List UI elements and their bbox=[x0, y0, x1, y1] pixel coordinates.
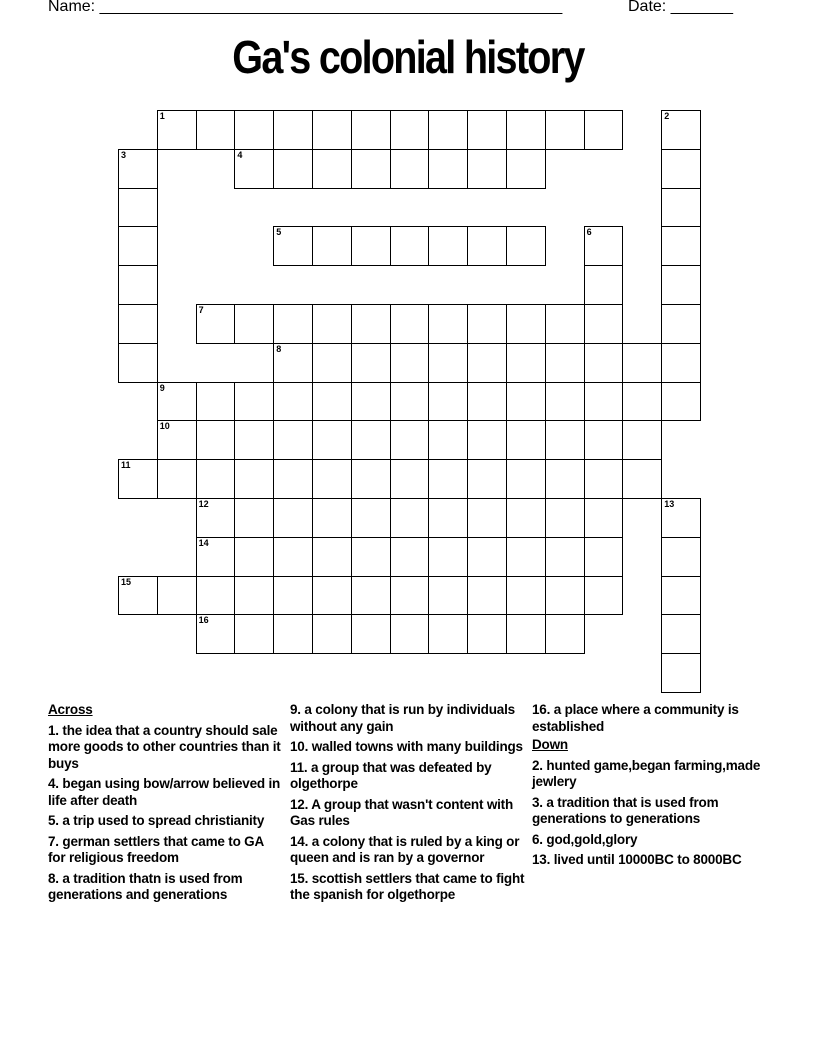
crossword-cell[interactable] bbox=[661, 304, 701, 344]
crossword-cell[interactable] bbox=[545, 304, 585, 344]
crossword-cell[interactable] bbox=[506, 420, 546, 460]
crossword-cell[interactable] bbox=[196, 614, 236, 654]
crossword-cell[interactable] bbox=[351, 420, 391, 460]
clue-number-label: 3 bbox=[121, 149, 127, 160]
crossword-cell[interactable] bbox=[661, 343, 701, 383]
crossword-cell[interactable] bbox=[118, 576, 158, 616]
clue-item bbox=[290, 834, 526, 867]
crossword-cell[interactable] bbox=[506, 110, 546, 150]
crossword-cell[interactable] bbox=[273, 459, 313, 499]
crossword-cell[interactable] bbox=[273, 343, 313, 383]
clue-item-text: a place where a community is established bbox=[532, 702, 739, 734]
clue-item bbox=[290, 871, 526, 904]
crossword-cell[interactable] bbox=[234, 537, 274, 577]
crossword-cell[interactable] bbox=[273, 537, 313, 577]
clue-item-number: 6. bbox=[532, 831, 543, 847]
crossword-cell[interactable] bbox=[506, 498, 546, 538]
crossword-cell[interactable] bbox=[467, 420, 507, 460]
clue-item bbox=[532, 702, 768, 735]
crossword-cell[interactable] bbox=[467, 382, 507, 422]
crossword-cell[interactable] bbox=[351, 343, 391, 383]
crossword-cell[interactable] bbox=[390, 226, 430, 266]
crossword-cell[interactable] bbox=[506, 149, 546, 189]
crossword-cell[interactable] bbox=[622, 420, 662, 460]
crossword-cell[interactable] bbox=[351, 498, 391, 538]
crossword-cell[interactable] bbox=[545, 420, 585, 460]
crossword-cell[interactable] bbox=[234, 576, 274, 616]
clue-number-label: 11 bbox=[121, 460, 131, 471]
clue-item-text: lived until 10000BC to 8000BC bbox=[550, 852, 742, 867]
crossword-cell[interactable] bbox=[661, 498, 701, 538]
clue-item-number: 5. bbox=[48, 813, 59, 828]
clue-item bbox=[48, 813, 284, 830]
clue-item-number: 2. bbox=[532, 757, 543, 773]
crossword-cell[interactable] bbox=[622, 343, 662, 383]
crossword-cell[interactable] bbox=[312, 382, 352, 422]
crossword-cell[interactable] bbox=[157, 576, 197, 616]
crossword-cell[interactable] bbox=[273, 382, 313, 422]
clue-number-label: 1 bbox=[159, 111, 165, 121]
crossword-cell[interactable] bbox=[428, 459, 468, 499]
crossword-cell[interactable] bbox=[584, 537, 624, 577]
clue-number-label: 10 bbox=[159, 421, 170, 432]
clue-item bbox=[48, 776, 284, 809]
crossword-cell[interactable] bbox=[312, 459, 352, 499]
crossword-cell[interactable] bbox=[157, 382, 197, 422]
clue-number-label: 6 bbox=[586, 227, 592, 238]
clue-number-label: 7 bbox=[198, 305, 204, 315]
crossword-cell[interactable] bbox=[312, 226, 352, 266]
date-field-label: Date: _______ bbox=[628, 0, 733, 15]
clue-item-text: god,gold,glory bbox=[542, 831, 638, 847]
crossword-cell[interactable] bbox=[234, 149, 274, 189]
clue-item-number: 14. bbox=[290, 833, 309, 849]
crossword-cell[interactable] bbox=[545, 614, 585, 654]
clue-item-number: 8. bbox=[48, 870, 59, 886]
crossword-cell[interactable] bbox=[584, 110, 624, 150]
crossword-cell[interactable] bbox=[234, 304, 274, 344]
crossword-cell[interactable] bbox=[118, 265, 158, 305]
crossword-cell[interactable] bbox=[506, 537, 546, 577]
crossword-cell[interactable] bbox=[118, 459, 158, 499]
clue-item-text: a colony that is run by individuals without any gain bbox=[290, 702, 515, 734]
crossword-cell[interactable] bbox=[661, 110, 701, 150]
crossword-cell[interactable] bbox=[584, 226, 624, 266]
clue-number-label: 9 bbox=[159, 382, 165, 393]
crossword-cell[interactable] bbox=[661, 576, 701, 616]
crossword-cell[interactable] bbox=[661, 614, 701, 654]
crossword-cell[interactable] bbox=[506, 304, 546, 344]
clue-item bbox=[290, 797, 526, 830]
crossword-cell[interactable] bbox=[506, 343, 546, 383]
clue-item-text: the idea that a country should sale more goods to other countries than it buys bbox=[48, 722, 281, 771]
crossword-cell[interactable] bbox=[390, 343, 430, 383]
crossword-cell[interactable] bbox=[312, 576, 352, 616]
crossword-cell[interactable] bbox=[584, 343, 624, 383]
crossword-cell[interactable] bbox=[428, 226, 468, 266]
crossword-cell[interactable] bbox=[390, 537, 430, 577]
crossword-cell[interactable] bbox=[506, 614, 546, 654]
clue-item-number: 7. bbox=[48, 833, 59, 849]
crossword-cell[interactable] bbox=[428, 498, 468, 538]
clue-number-label: 14 bbox=[198, 537, 209, 548]
clue-number-label: 4 bbox=[237, 149, 243, 160]
crossword-cell[interactable] bbox=[661, 149, 701, 189]
crossword-cell[interactable] bbox=[661, 653, 701, 693]
crossword-cell[interactable] bbox=[390, 420, 430, 460]
crossword-cell[interactable] bbox=[273, 576, 313, 616]
clue-item-number: 4. bbox=[48, 776, 59, 791]
down-heading: Down bbox=[532, 737, 568, 752]
crossword-cell[interactable] bbox=[351, 459, 391, 499]
crossword-cell[interactable] bbox=[467, 226, 507, 266]
clue-item-text: A group that wasn't content with Gas rules bbox=[290, 796, 514, 828]
clue-number-label: 15 bbox=[121, 576, 132, 587]
crossword-cell[interactable] bbox=[661, 265, 701, 305]
crossword-cell[interactable] bbox=[545, 498, 585, 538]
crossword-cell[interactable] bbox=[428, 382, 468, 422]
page-title: Ga's colonial history bbox=[232, 31, 584, 83]
crossword-cell[interactable] bbox=[545, 537, 585, 577]
crossword-cell[interactable] bbox=[390, 304, 430, 344]
clue-item-text: scottish settlers that came to fight the spanish for olgethorpe bbox=[290, 870, 525, 902]
crossword-cell[interactable] bbox=[390, 614, 430, 654]
clues-column-2 bbox=[290, 702, 526, 908]
crossword-cell[interactable] bbox=[351, 304, 391, 344]
clue-item-number: 9. bbox=[290, 702, 301, 717]
clue-item-number: 13. bbox=[532, 852, 551, 867]
crossword-cell[interactable] bbox=[428, 614, 468, 654]
crossword-cell[interactable] bbox=[234, 110, 274, 150]
crossword-cell[interactable] bbox=[428, 110, 468, 150]
crossword-cell[interactable] bbox=[467, 343, 507, 383]
crossword-cell[interactable] bbox=[234, 459, 274, 499]
crossword-cell[interactable] bbox=[196, 498, 236, 538]
crossword-cell[interactable] bbox=[390, 498, 430, 538]
clue-item-text: a group that was defeated by olgethorpe bbox=[290, 759, 492, 791]
crossword-cell[interactable] bbox=[351, 149, 391, 189]
crossword-cell[interactable] bbox=[118, 304, 158, 344]
crossword-cell[interactable] bbox=[118, 188, 158, 228]
crossword-cell[interactable] bbox=[584, 459, 624, 499]
crossword-cell[interactable] bbox=[584, 576, 624, 616]
clue-item-text: a tradition that is used from generations to generations bbox=[532, 794, 719, 826]
crossword-cell[interactable] bbox=[428, 576, 468, 616]
crossword-cell[interactable] bbox=[312, 304, 352, 344]
crossword-cell[interactable] bbox=[312, 537, 352, 577]
clue-item bbox=[290, 702, 526, 735]
name-field-label: Name: ____________________________________________________ bbox=[48, 0, 563, 15]
crossword-cell[interactable] bbox=[584, 382, 624, 422]
crossword-cell[interactable] bbox=[661, 188, 701, 228]
clue-item bbox=[532, 832, 768, 849]
across-clue-list-end bbox=[532, 702, 768, 735]
clue-number-label: 12 bbox=[198, 499, 209, 509]
crossword-cell[interactable] bbox=[351, 576, 391, 616]
crossword-cell[interactable] bbox=[428, 304, 468, 344]
crossword-cell[interactable] bbox=[273, 226, 313, 266]
clue-item-number: 1. bbox=[48, 722, 59, 738]
across-clue-list-continued bbox=[290, 702, 526, 904]
clue-number-label: 5 bbox=[276, 227, 282, 238]
clue-item bbox=[48, 834, 284, 867]
crossword-cell[interactable] bbox=[661, 537, 701, 577]
crossword-cell[interactable] bbox=[390, 382, 430, 422]
crossword-cell[interactable] bbox=[196, 537, 236, 577]
crossword-cell[interactable] bbox=[273, 420, 313, 460]
crossword-cell[interactable] bbox=[351, 226, 391, 266]
clue-item-number: 15. bbox=[290, 870, 309, 886]
crossword-cell[interactable] bbox=[467, 498, 507, 538]
crossword-cell[interactable] bbox=[118, 226, 158, 266]
crossword-cell[interactable] bbox=[506, 576, 546, 616]
across-clue-list bbox=[48, 723, 284, 904]
clue-item bbox=[532, 852, 768, 869]
crossword-cell[interactable] bbox=[545, 576, 585, 616]
crossword-cell[interactable] bbox=[545, 110, 585, 150]
crossword-cell[interactable] bbox=[312, 343, 352, 383]
clue-item-text: a colony that is ruled by a king or queen and is ran by a governor bbox=[290, 833, 520, 865]
crossword-cell[interactable] bbox=[196, 304, 236, 344]
crossword-cell[interactable] bbox=[351, 614, 391, 654]
clue-item-text: a tradition thatn is used from generations and generations bbox=[48, 870, 243, 902]
crossword-cell[interactable] bbox=[312, 110, 352, 150]
across-heading: Across bbox=[48, 702, 93, 717]
crossword-cell[interactable] bbox=[118, 343, 158, 383]
crossword-cell[interactable] bbox=[157, 110, 197, 150]
crossword-cell[interactable] bbox=[234, 498, 274, 538]
crossword-cell[interactable] bbox=[390, 149, 430, 189]
crossword-cell[interactable] bbox=[467, 110, 507, 150]
crossword-cell[interactable] bbox=[273, 498, 313, 538]
crossword-cell[interactable] bbox=[351, 537, 391, 577]
crossword-cell[interactable] bbox=[351, 382, 391, 422]
crossword-cell[interactable] bbox=[234, 382, 274, 422]
crossword-cell[interactable] bbox=[196, 382, 236, 422]
crossword-cell[interactable] bbox=[196, 420, 236, 460]
clue-item bbox=[48, 723, 284, 773]
crossword-cell[interactable] bbox=[467, 459, 507, 499]
clue-number-label: 2 bbox=[664, 111, 670, 121]
crossword-cell[interactable] bbox=[157, 420, 197, 460]
down-clue-list bbox=[532, 758, 768, 869]
crossword-cell[interactable] bbox=[622, 459, 662, 499]
crossword-cell[interactable] bbox=[312, 420, 352, 460]
clue-item bbox=[290, 760, 526, 793]
clue-item-number: 11. bbox=[290, 759, 308, 775]
crossword-cell[interactable] bbox=[622, 382, 662, 422]
crossword-cell[interactable] bbox=[428, 343, 468, 383]
crossword-cell[interactable] bbox=[584, 265, 624, 305]
crossword-cell[interactable] bbox=[273, 614, 313, 654]
crossword-cell[interactable] bbox=[351, 110, 391, 150]
crossword-cell[interactable] bbox=[390, 459, 430, 499]
crossword-cell[interactable] bbox=[584, 304, 624, 344]
crossword-cell[interactable] bbox=[273, 304, 313, 344]
crossword-cell[interactable] bbox=[506, 382, 546, 422]
crossword-cell[interactable] bbox=[661, 382, 701, 422]
crossword-cell[interactable] bbox=[312, 149, 352, 189]
clue-item-number: 3. bbox=[532, 794, 543, 810]
clue-number-label: 16 bbox=[198, 615, 209, 626]
clue-item bbox=[532, 795, 768, 828]
crossword-cell[interactable] bbox=[157, 459, 197, 499]
crossword-cell[interactable] bbox=[390, 576, 430, 616]
clue-item-text: walled towns with many buildings bbox=[308, 739, 523, 754]
crossword-cell[interactable] bbox=[467, 304, 507, 344]
clue-number-label: 8 bbox=[276, 343, 282, 354]
crossword-cell[interactable] bbox=[545, 459, 585, 499]
crossword-cell[interactable] bbox=[584, 498, 624, 538]
crossword-cell[interactable] bbox=[584, 420, 624, 460]
crossword-cell[interactable] bbox=[196, 459, 236, 499]
crossword-cell[interactable] bbox=[428, 537, 468, 577]
crossword-cell[interactable] bbox=[467, 537, 507, 577]
clue-item-text: german settlers that came to GA for religious freedom bbox=[48, 833, 264, 865]
crossword-cell[interactable] bbox=[545, 382, 585, 422]
crossword-cell[interactable] bbox=[312, 614, 352, 654]
clue-item bbox=[532, 758, 768, 791]
crossword-cell[interactable] bbox=[506, 226, 546, 266]
crossword-cell[interactable] bbox=[467, 149, 507, 189]
crossword-cell[interactable] bbox=[428, 420, 468, 460]
clue-item-text: began using bow/arrow believed in life after death bbox=[48, 776, 281, 808]
crossword-cell[interactable] bbox=[196, 576, 236, 616]
crossword-cell[interactable] bbox=[196, 110, 236, 150]
clue-item bbox=[290, 739, 526, 756]
crossword-cell[interactable] bbox=[467, 614, 507, 654]
clue-item-number: 12. bbox=[290, 796, 309, 812]
crossword-cell[interactable] bbox=[545, 343, 585, 383]
crossword-cell[interactable] bbox=[467, 576, 507, 616]
crossword-cell[interactable] bbox=[234, 614, 274, 654]
crossword-cell[interactable] bbox=[273, 149, 313, 189]
clue-item-text: hunted game,began farming,made jewlery bbox=[532, 757, 761, 789]
clue-number-label: 13 bbox=[664, 499, 675, 509]
clue-item-number: 10. bbox=[290, 739, 309, 754]
crossword-cell[interactable] bbox=[312, 498, 352, 538]
clues-column-1 bbox=[48, 702, 284, 908]
clue-item bbox=[48, 871, 284, 904]
crossword-cell[interactable] bbox=[273, 110, 313, 150]
crossword-cell[interactable] bbox=[234, 420, 274, 460]
clues-column-3 bbox=[532, 702, 768, 873]
crossword-cell[interactable] bbox=[118, 149, 158, 189]
crossword-cell[interactable] bbox=[506, 459, 546, 499]
clue-item-number: 16. bbox=[532, 702, 551, 717]
clue-item-text: a trip used to spread christianity bbox=[58, 813, 265, 828]
crossword-cell[interactable] bbox=[428, 149, 468, 189]
crossword-cell[interactable] bbox=[390, 110, 430, 150]
crossword-cell[interactable] bbox=[661, 226, 701, 266]
